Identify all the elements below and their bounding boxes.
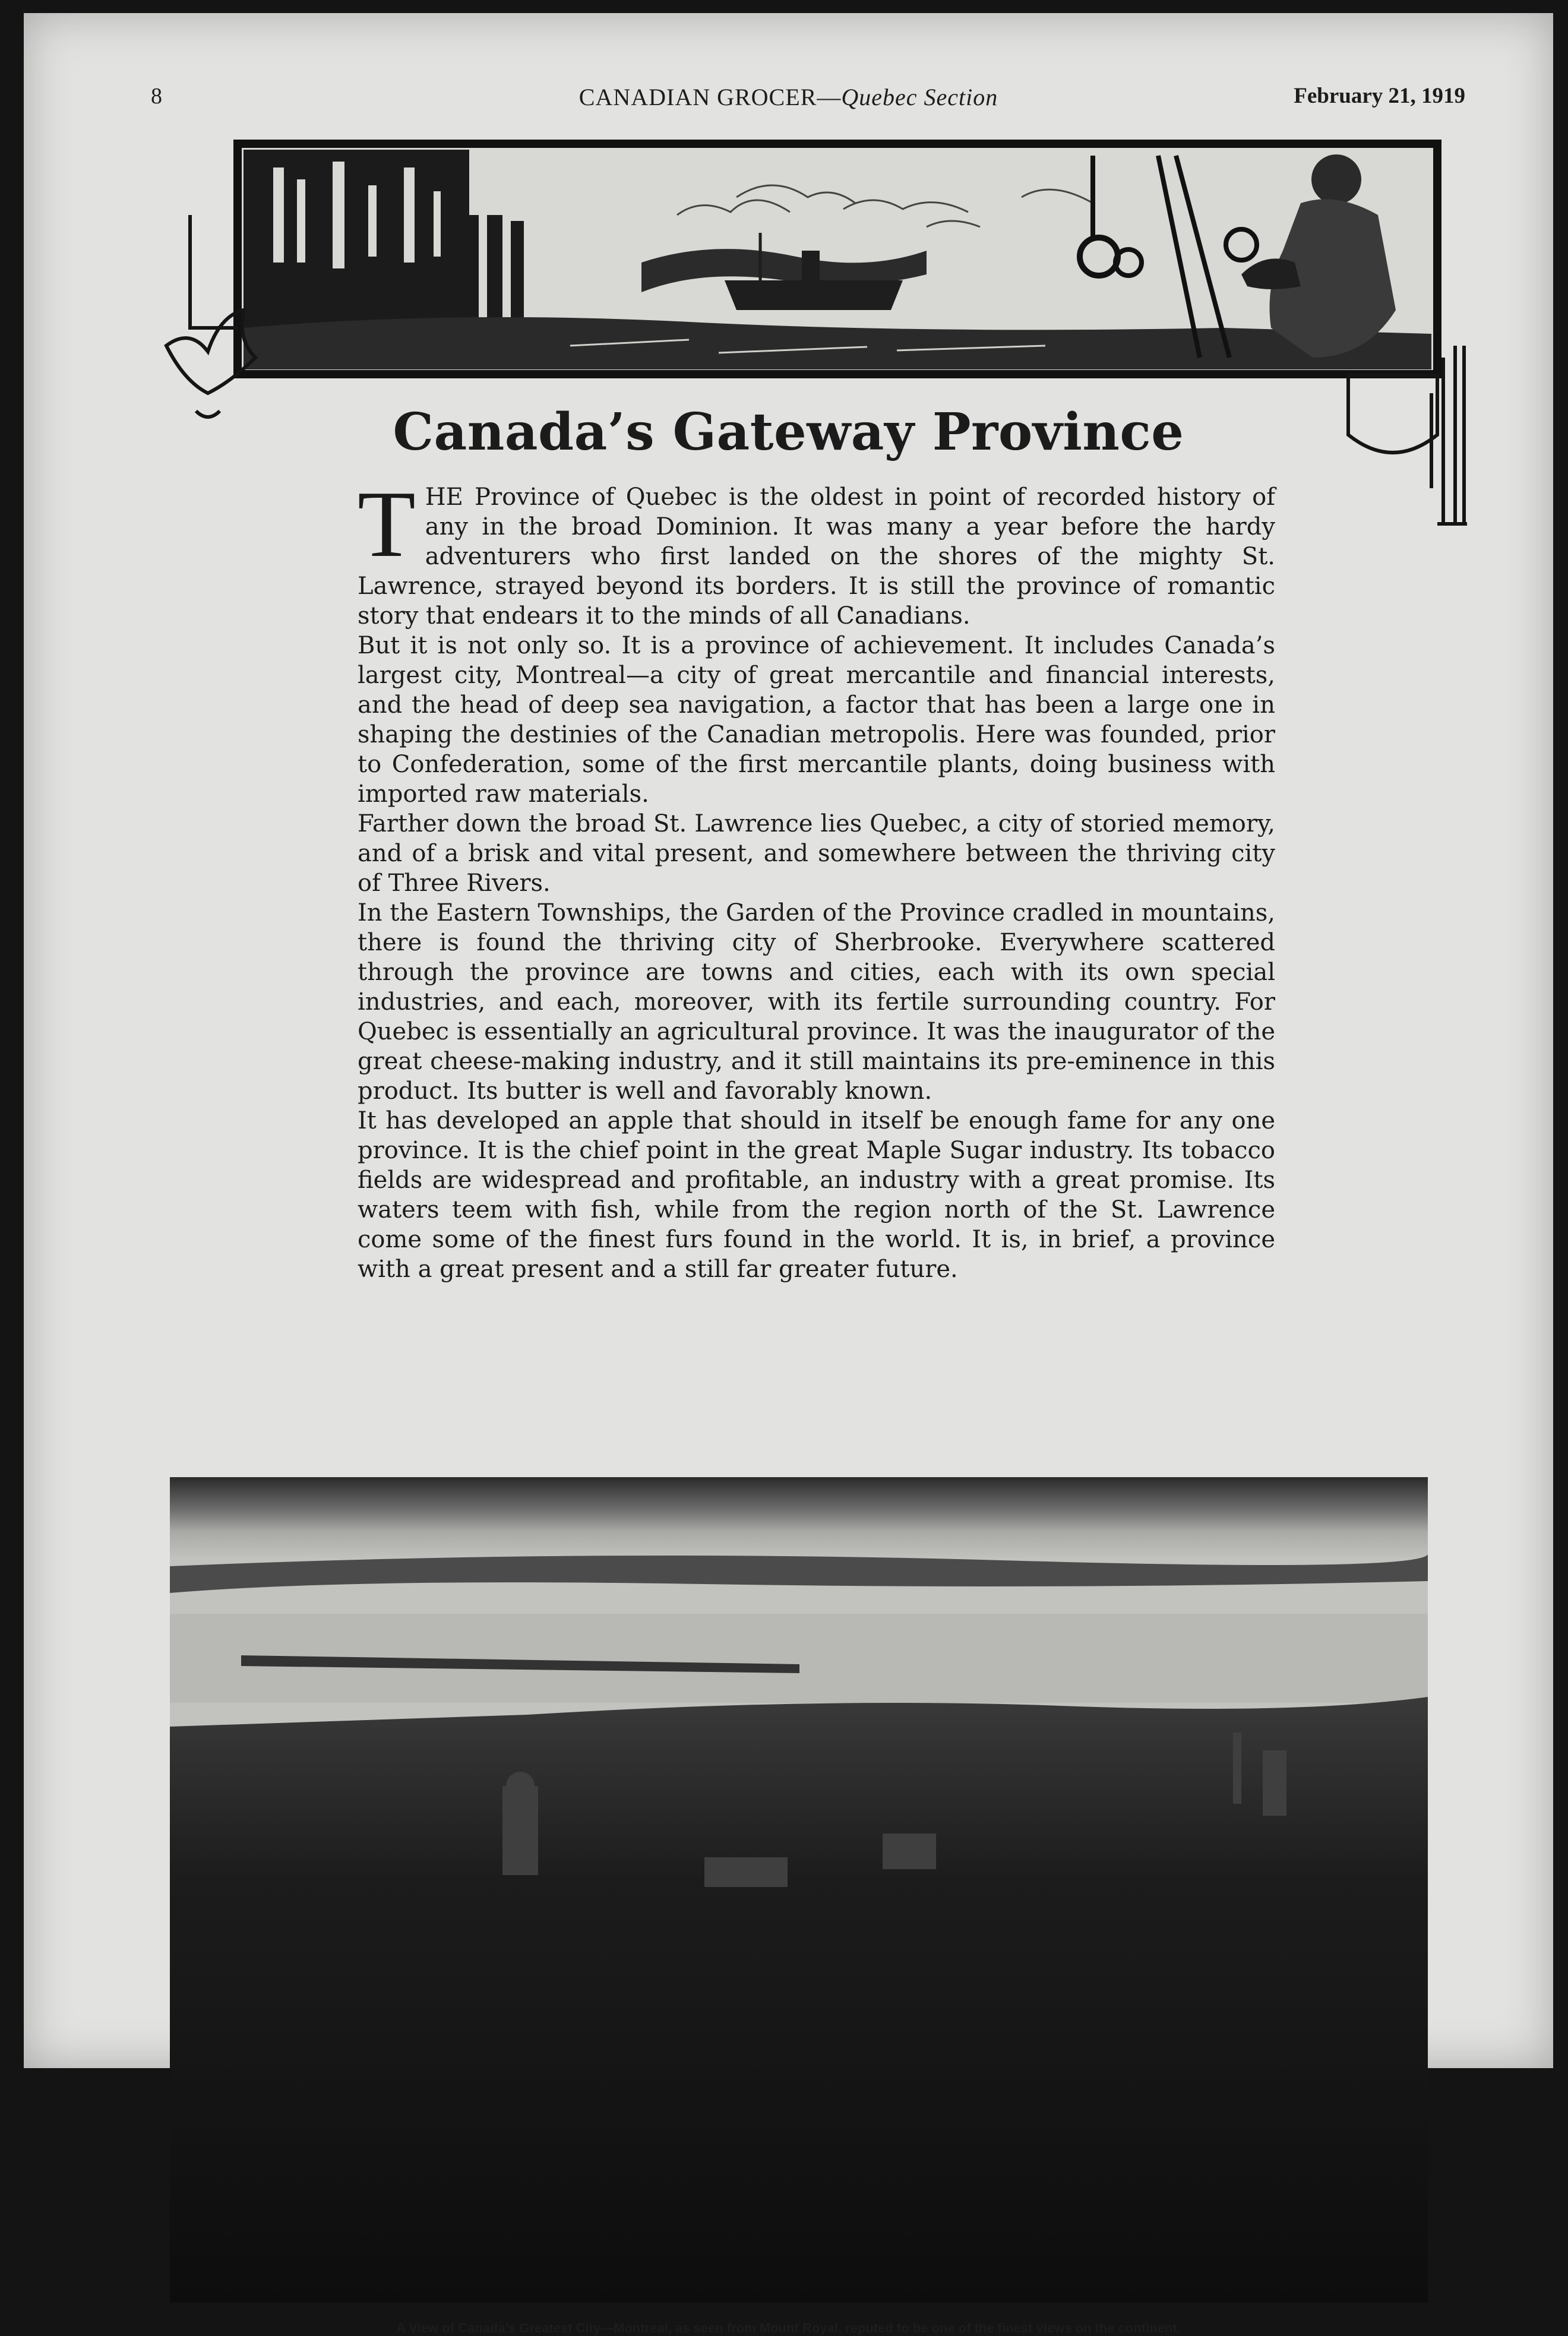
photo-caption: A View of Canada’s Greatest City—Montreal, as seen from Mount Royal, reputed to be one of the finest views on the continent.: [396, 2321, 1181, 2335]
article-paragraph: [358, 471, 1275, 631]
steamship: [725, 280, 903, 310]
article-paragraph: It has developed an apple that should in itself be enough fame for any one province. It is the chief point in the great Maple Sugar industry. Its tobacco fields are widespread and profitable, an industry with a great promise. Its waters teem with fish, while from the region north of the St. Lawrence come some of the finest furs found in the world. It is, in brief, a province with a great present and a still far greater future.: [358, 1107, 1275, 1283]
publication-name: CANADIAN GROCER—: [578, 84, 842, 110]
first-paragraph-text: HE Province of Quebec is the oldest in point of recorded history of any in the broad Dominion. It was many a year before the hardy adventurers who first landed on the shores of the mighty St. Lawrence, strayed beyond its borders. It is still the province of romantic story that endears it to the minds of all Canadians.: [358, 483, 1275, 630]
article-paragraph: Farther down the broad St. Lawrence lies Quebec, a city of storied memory, and of a brisk and vital present, and somewhere between the thriving city of Three Rivers.: [358, 810, 1275, 897]
newspaper-page: [24, 13, 1553, 2335]
montreal-panorama-photo: [170, 1477, 1428, 2303]
drop-cap: T: [358, 471, 416, 577]
issue-date: February 21, 1919: [1294, 84, 1465, 108]
section-name: Quebec Section: [841, 84, 998, 110]
article-paragraph: In the Eastern Townships, the Garden of the Province cradled in mountains, there is found the thriving city of Sherbrooke. Everywhere scattered through the province are towns and cities, each with its own special industries, and each, moreover, with its fertile surrounding country. For Quebec is essentially an agricultural province. It was the inaugurator of the great cheese-making industry, and it still maintains its pre-eminence in this product. Its butter is well and favorably known.: [358, 899, 1275, 1105]
article-paragraph: But it is not only so. It is a province of achievement. It includes Canada’s largest city, Montreal—a city of great mercantile and financial interests, and the head of deep sea navigation, a factor that has been a large one in shaping the destinies of the Canadian metropolis. Here was founded, prior to Confederation, some of the first mercantile plants, doing business with imported raw materials.: [358, 632, 1275, 808]
article-headline: Canada’s Gateway Province: [393, 402, 1184, 462]
page-header: [24, 83, 1553, 119]
page-number: 8: [151, 84, 162, 109]
article-body: [358, 471, 1275, 1284]
